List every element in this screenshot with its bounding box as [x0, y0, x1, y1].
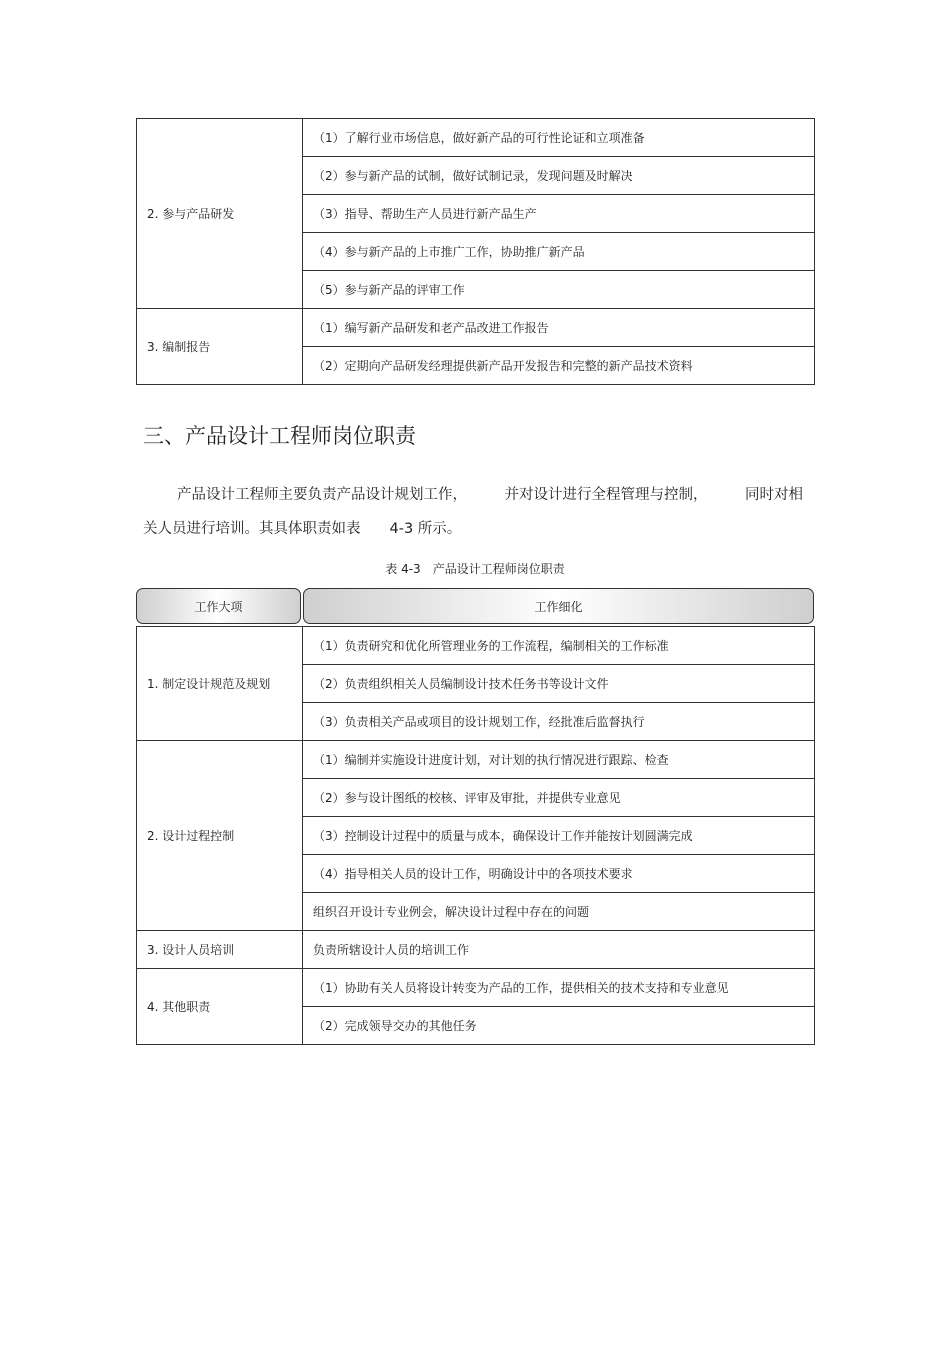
- detail-cell: （1）编写新产品研发和老产品改进工作报告: [303, 309, 815, 347]
- detail-cell: （3）控制设计过程中的质量与成本，确保设计工作并能按计划圆满完成: [303, 817, 815, 855]
- detail-cell: （5）参与新产品的评审工作: [303, 271, 815, 309]
- detail-cell: （1）了解行业市场信息，做好新产品的可行性论证和立项准备: [303, 119, 815, 157]
- detail-cell: （2）负责组织相关人员编制设计技术任务书等设计文件: [303, 665, 815, 703]
- responsibility-table-continued: [136, 118, 815, 385]
- section-heading: 三、产品设计工程师岗位职责: [143, 424, 416, 448]
- detail-cell: （1）负责研究和优化所管理业务的工作流程，编制相关的工作标准: [303, 627, 815, 665]
- detail-cell: （2）完成领导交办的其他任务: [303, 1007, 815, 1045]
- detail-cell: （2）参与新产品的试制，做好试制记录，发现问题及时解决: [303, 157, 815, 195]
- detail-cell: （3）指导、帮助生产人员进行新产品生产: [303, 195, 815, 233]
- detail-cell: 负责所辖设计人员的培训工作: [303, 931, 815, 969]
- detail-cell: （2）参与设计图纸的校核、评审及审批，并提供专业意见: [303, 779, 815, 817]
- category-cell: 1. 制定设计规范及规划: [137, 627, 303, 741]
- detail-cell: （4）指导相关人员的设计工作，明确设计中的各项技术要求: [303, 855, 815, 893]
- category-cell: 3. 编制报告: [137, 309, 303, 385]
- paragraph-line-2: 关人员进行培训。其具体职责如表 4-3 所示。: [143, 521, 462, 537]
- detail-cell: （3）负责相关产品或项目的设计规划工作，经批准后监督执行: [303, 703, 815, 741]
- header-category: 工作大项: [136, 588, 301, 624]
- detail-cell: （1）编制并实施设计进度计划，对计划的执行情况进行跟踪、检查: [303, 741, 815, 779]
- paragraph-segment: 并对设计进行全程管理与控制，: [504, 487, 708, 503]
- category-cell: 2. 设计过程控制: [137, 741, 303, 931]
- header-detail: 工作细化: [303, 588, 814, 624]
- detail-cell: （1）协助有关人员将设计转变为产品的工作，提供相关的技术支持和专业意见: [303, 969, 815, 1007]
- detail-cell: 组织召开设计专业例会，解决设计过程中存在的问题: [303, 893, 815, 931]
- intro-paragraph: [143, 485, 803, 539]
- responsibility-table: [136, 626, 815, 1045]
- category-cell: 2. 参与产品研发: [137, 119, 303, 309]
- paragraph-segment: 同时对相: [745, 487, 803, 503]
- paragraph-line-1: [143, 485, 803, 505]
- detail-cell: （2）定期向产品研发经理提供新产品开发报告和完整的新产品技术资料: [303, 347, 815, 385]
- table-header: [136, 588, 814, 624]
- paragraph-segment: 产品设计工程师主要负责产品设计规划工作，: [177, 487, 467, 503]
- table-caption: 表 4-3 产品设计工程师岗位职责: [385, 562, 565, 576]
- category-cell: 4. 其他职责: [137, 969, 303, 1045]
- detail-cell: （4）参与新产品的上市推广工作，协助推广新产品: [303, 233, 815, 271]
- category-cell: 3. 设计人员培训: [137, 931, 303, 969]
